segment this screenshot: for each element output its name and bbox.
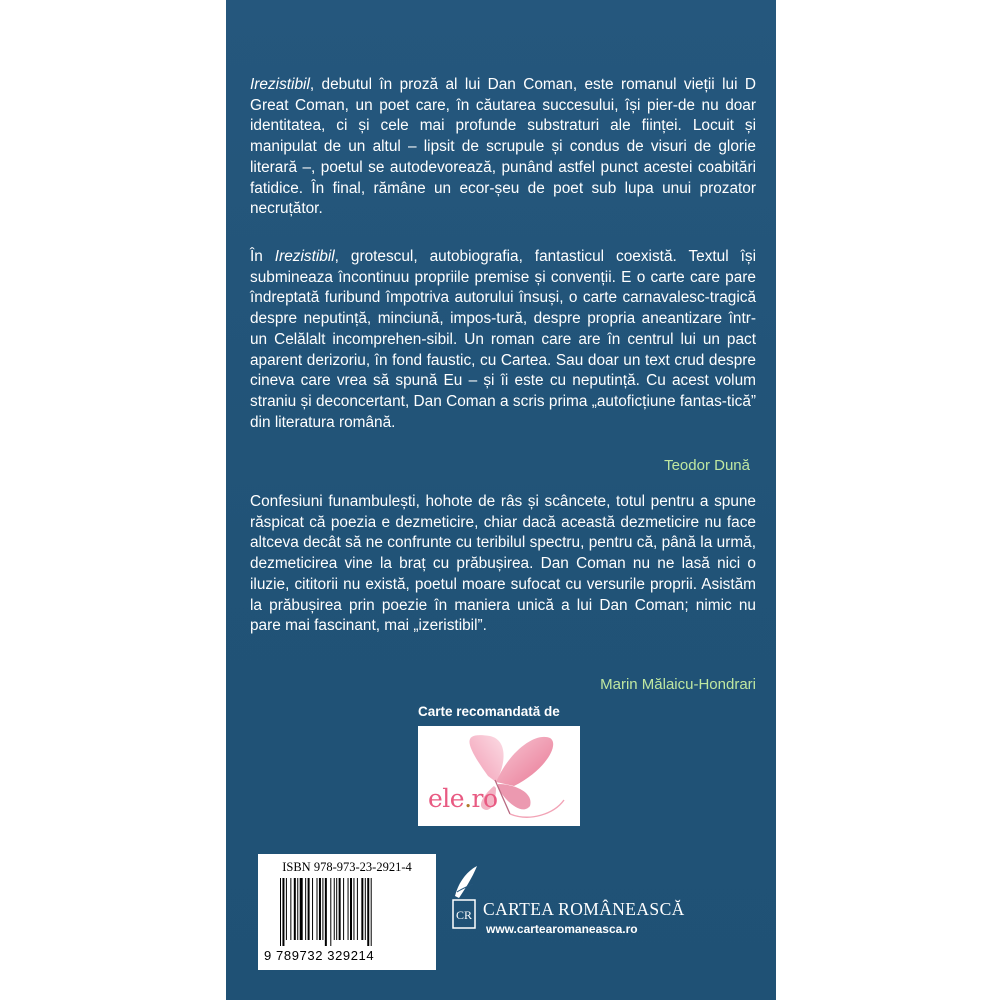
ele-dot: . (464, 784, 472, 813)
barcode-bar (371, 878, 372, 946)
barcode-bar (294, 878, 296, 940)
barcode-bar (365, 878, 366, 940)
ean-digits: 9 789732 329214 (264, 948, 375, 963)
barcode-bar (300, 878, 303, 940)
barcode-bar (348, 878, 349, 940)
book-title-italic: Irezistibil (250, 76, 310, 93)
book-back-cover (226, 0, 776, 1000)
barcode-bar (286, 878, 287, 940)
barcode-bar (339, 878, 341, 940)
barcode-bar (367, 878, 369, 946)
barcode-bar (322, 878, 323, 940)
review-lead: În (250, 248, 275, 265)
review-paragraph-2 (250, 492, 756, 637)
publisher-logo-text: CR (455, 908, 473, 922)
barcode-bar (308, 878, 310, 940)
barcode-bar (280, 878, 281, 946)
quill-icon (451, 866, 479, 932)
review-author-1: Teodor Dună (664, 457, 750, 474)
barcode-bar (319, 878, 321, 940)
isbn-number: ISBN 978-973-23-2921-4 (282, 860, 412, 874)
barcode-bar (290, 878, 291, 940)
ele-ro-wordmark (428, 784, 498, 813)
barcode-bar (325, 878, 327, 946)
barcode-bar (361, 878, 363, 940)
barcode-bar (334, 878, 335, 940)
barcode-bars (276, 878, 424, 948)
book-title-italic: Irezistibil (274, 248, 335, 265)
barcode-bar (336, 878, 337, 940)
ele-ro-logo (418, 726, 580, 826)
isbn-barcode (258, 854, 436, 970)
description-text: , debutul în proză al lui Dan Coman, este romanul vieții lui D Great Coman, un poet care, în căutarea succesului, își pier-de nu doar identitatea, ci și cele mai profunde substraturi ale ființei. Locuit și manipulat de un altul – lipsit de scrupule și condus de visuri de glorie literară –, poetul se autodevorează, punând astfel punct acestei coabitări fatidice. În final, rămâne un ecor-șeu de poet sub lupa unui prozator necruțător. (250, 76, 756, 218)
barcode-bar (353, 878, 354, 940)
barcode-bar (305, 878, 306, 940)
barcode-bar (357, 878, 358, 940)
review-paragraph-1 (250, 247, 756, 433)
recommendation-label: Carte recomandată de (418, 704, 560, 719)
barcode-bar (282, 878, 284, 946)
publisher-url: www.cartearomaneasca.ro (486, 922, 638, 936)
barcode-bar (312, 878, 313, 940)
review-text-2: Confesiuni funambulești, hohote de râs și scâncete, totul pentru a spune răspicat că poezia e dezmeticire, chiar dacă această dezmeticire nu face altceva decât să ne confrunte cu teribilul spectru, pentru că, până la urmă, dezmeticirea vine la braț cu prăbușirea. Dan Coman nu ne lasă nici o iluzie, cititorii nu există, poetul moare sufocat cu versurile proprii. Asistăm la prăbușirea prin poezie în maniera unică a lui Dan Coman; nimic nu pare mai fascinant, mai „izeristibil”. (250, 493, 756, 635)
ele-name: ele (428, 784, 465, 813)
review-author-2: Marin Mălaicu-Hondrari (600, 676, 756, 693)
publisher-name: CARTEA ROMÂNEASCĂ (483, 899, 685, 919)
barcode-bar (343, 878, 344, 940)
review-text-1: , grotescul, autobiografia, fantasticul coexistă. Textul își submineaza încontinuu propriile premise și convenții. E o carte care pare îndreptată furibund împotriva autorului însuși, o carte carnavalesc-tragică despre neputință, minciună, impos-tură, despre propria aneantizare într-un Celălalt incomprehen-sibil. Un roman care are în centrul lui un pact aparent derizoriu, în fond faustic, cu Cartea. Sau doar un text crud despre cineva care vrea să spună Eu – și îi este cu neputință. Cu acest volum straniu și deconcertant, Dan Coman a scris prima „autoficțiune fantas-tică” din literatura română. (250, 248, 756, 431)
barcode-bar (317, 878, 318, 940)
barcode-bar (330, 878, 331, 946)
barcode-bar (297, 878, 298, 940)
barcode-bar (350, 878, 352, 940)
ele-tld: ro (471, 784, 498, 813)
description-paragraph (250, 75, 756, 220)
